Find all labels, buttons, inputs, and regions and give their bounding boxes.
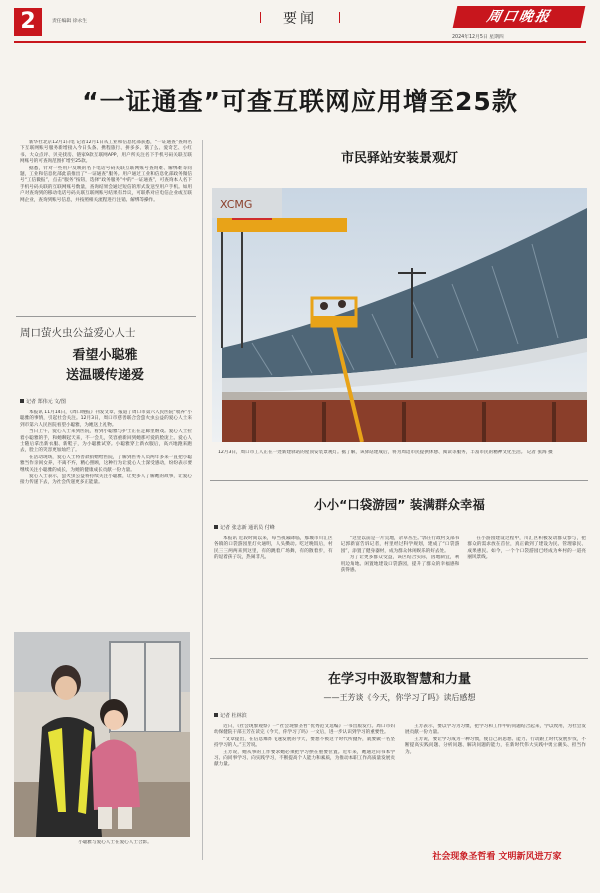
story5-headline: 在学习中汲取智慧和力量 <box>327 672 471 687</box>
divider <box>16 316 196 317</box>
story2-kicker: 周口萤火虫公益爱心人士 <box>20 327 136 339</box>
story5-para-4: 王芳表示，要以学习为习惯，把学习和工作中的问题结合起来，学以致用，为社会发展贡献一份力量。 <box>405 724 586 736</box>
volunteer-child-photo <box>14 632 190 837</box>
story2-para-3: 在活动现场，爱心人士将善款捐赠给医院，了解到医务人员两年多来一直把小聪雅当作亲闺女养，不离不弃，精心照顾，这种行为让爱心人士深受感动，纷纷表示要继续关注小聪雅的成长，为她的健康成长贡献一份力量。 <box>20 454 192 473</box>
column-divider <box>202 140 203 860</box>
divider <box>210 480 588 481</box>
story2-headline <box>20 346 190 386</box>
story2-headline-line2: 送温暖传递爱 <box>65 368 144 383</box>
date-line: 2024年12月5日 星期四 <box>452 35 504 40</box>
story4-para-1: 本报讯 近段时间以来，每当夜幕降临，鄢城市川汇区各镇的口袋游园里灯火通明，人头攒动。吃过晚饭后，村民三三两两来到这里，有的跳着广场舞，有的散着步，有的逗着孩子玩，热闹非凡。 <box>214 536 333 561</box>
story4-headline: 小小“口袋游园” 装满群众幸福 <box>314 497 485 512</box>
story2-para-1: 本报讯 11月14日，《周口晚报》刊发文章，报道了周口市第六人民医院“收养”小聪雅的事情，引起社会关注。12月3日，周口市慈善联合会萤火虫公益的爱心人士来到市第六人民医院看望小聪雅，为她送上礼物。 <box>20 410 192 428</box>
newspaper-logo: 周口晚报 <box>453 6 586 28</box>
story4-byline: 记者 张志新 通讯员 付峰 <box>214 524 275 531</box>
story1-para-1: 新华社北京12月1日电 记者12月1日从工业和信息化部获悉，“一证通查”查询名下互联网账号服务新增接入今日头条、携程旅行、拼多多、饿了么、爱奇艺、小红书、大众点评、贝壳找房、链家9款互联网APP，用户所关注名下手机号码关联互联网账号的可查询范围扩增至25款。 <box>20 140 192 165</box>
story1-body <box>20 140 192 312</box>
story2-byline: 记者 郑伟元 文/图 <box>20 398 66 405</box>
story5-para-1: 近日，《社会现象观察》一“社会现象圣哲”优秀范文选编》一书出版发行。周口市妇幼保健院干部王芳在读完《今天，你学习了吗》一文后，进一步认识到学习的重要性。 <box>214 724 395 736</box>
story4-body <box>214 536 586 654</box>
station-roof-photo <box>212 188 587 442</box>
story5-para-5: 王芳说，要让学习成为一种习惯，使自己的思想、能力、行动跟上时代发展步伐，不断提高实践问题、分析问题、解决问题的能力，在新时代伟大实践中勇立潮头、担当作为。 <box>405 736 586 755</box>
crane-lettering: XCMG <box>220 198 253 211</box>
story4-para-2: “这里以前是一片荒地，杂草丛生。”郭庄行政村支部书记郭新富告诉记者，村里经过科学规划，建成了“口袋游园”，添置了健身器材，成为群众休闲娱乐的好去处。 <box>340 536 460 554</box>
story2-body <box>20 410 192 624</box>
story5-subheadline: ——王芳谈《今天，你学习了吗》读后感想 <box>323 693 476 702</box>
story5-byline: 记者 杜林滨 <box>214 712 247 719</box>
main-headline: “一证通查”可查互联网应用增至25款 <box>82 87 518 116</box>
story5-para-3: 王芳说，她从事的工作要求她必须把学习摆在重要位置。近年来，她通过向书本学习、向同事学习、向实践学习，不断提高个人能力和素质，为推动本职工作高质量发展贡献力量。 <box>214 749 395 768</box>
story2-photo <box>14 632 190 837</box>
story4-para-4: 在小游园建设过程中，川汇区积极发动群众参与，把群众的需求放在首位，真正做到了建设为民、管理靠民、成果惠民。如今，一个个口袋游园已经成为乡村的一道亮丽风景线。 <box>467 536 586 561</box>
footer-slogan: 社会现象圣哲看 文明新风进万家 <box>432 852 562 862</box>
editor-line: 责任编辑 徐永生 <box>52 19 88 24</box>
story1-para-2: 据悉，针对一些用户反映的名下电话号码关联互联网账号查询难、解绑难等问题，工业和信息化部此前推出了“一证通查”服务。用户通过工业和信息化部政务微信号“工信微报”，点击“服务”按钮，选择“政务服务”中的“一证通查”，可查询本人名下手机号码关联的互联网账号数量，查询结果会通过短信的形式发送至用户手机。如用户对查询到的移动电话号码关联互联网账号结果有异议，可联系对应电信企业或互联网企业，查询到账号信息，并按照相关流程进行注销、解绑等操作。 <box>20 165 192 203</box>
story2-para-2: 当日上午，爱心人士来到医院，看到小聪雅与护士正在走廊里嬉戏。爱心人士拉着小聪雅的手，和她聊起天来，不一会儿，笑容重新回到她那可爱的脸庞上。爱心人士随后拿出新衣服、新鞋子，为小聪雅试穿。小聪雅穿上新衣服后，高兴地跑来跑去，脸上的笑容更加灿烂了。 <box>20 429 192 454</box>
story2-photo-caption: 小聪雅与爱心人士在爱心人士合影。 <box>78 840 152 845</box>
story5-para-2: “文章提出，在信息爆炸飞速发展的今天，要想不被这个时代所抛弃，就要做一名坚持学习的人。”王芳说。 <box>214 736 395 749</box>
masthead-rule <box>14 41 586 43</box>
story3-headline: 市民驿站安装景观灯 <box>340 151 458 166</box>
story3-photo-caption: 12月3日，周口市工人正在一处新建驿站的屋顶安装景观灯。据了解，该驿站建成后，将为周边市民提供休憩、阅读等服务，丰富市民的精神文化生活。 记者 张海 摄 <box>218 450 553 455</box>
story3-photo <box>212 188 587 442</box>
story5-body <box>214 724 586 844</box>
divider <box>210 658 588 659</box>
story2-headline-line1: 看望小聪雅 <box>72 348 138 363</box>
story4-para-3: 为了让更多群众受益，该区结合实际，因地制宜，利用边角地、闲置地建设口袋游园，提升了群众的幸福感和获得感。 <box>340 555 460 574</box>
section-title: 要闻 <box>250 8 350 28</box>
story2-para-4: 爱心人士表示，萤火虫公益将持续关注小聪雅，让更多人了解她的故事，让爱心接力传递下去，为社会传递更多正能量。 <box>20 474 192 486</box>
page-number: 2 <box>14 8 42 36</box>
